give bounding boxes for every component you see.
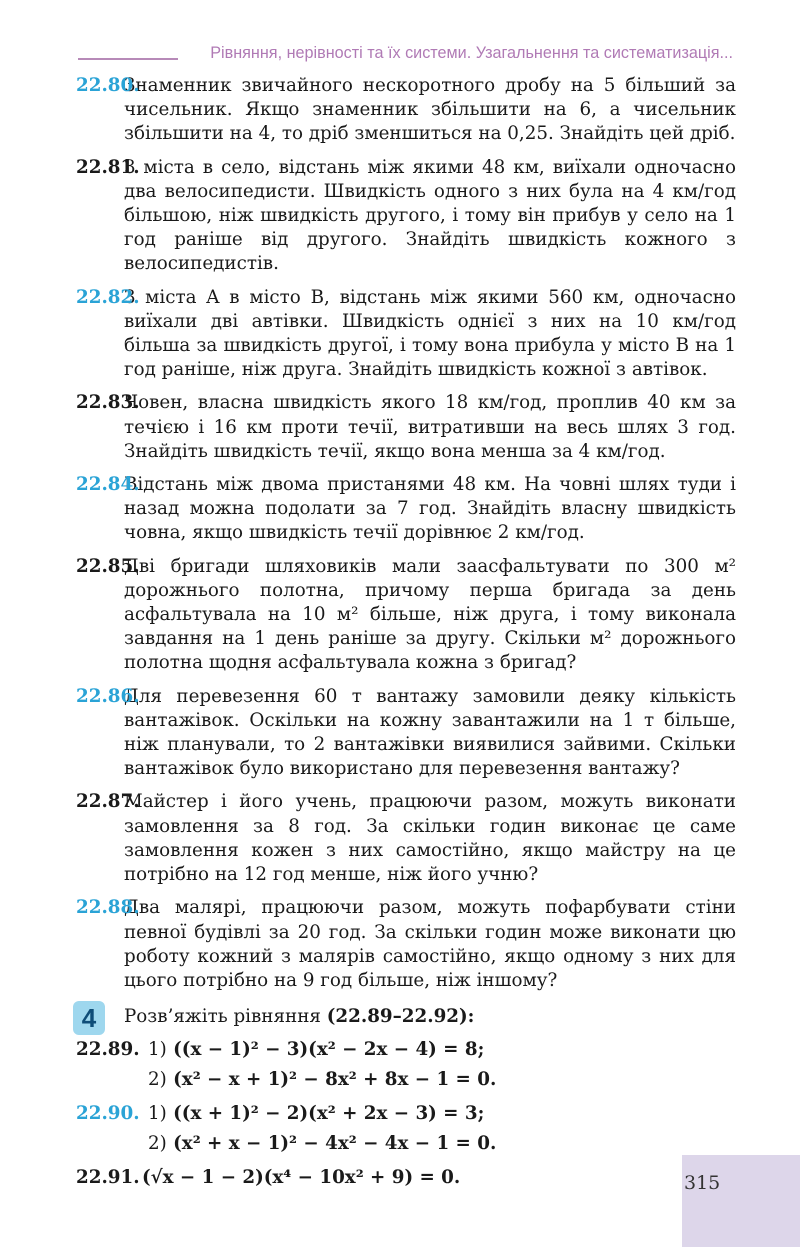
problem-number: 22.82. bbox=[76, 286, 140, 308]
problem-number: 22.81. bbox=[76, 156, 140, 178]
equation-line bbox=[76, 1065, 736, 1095]
equation-line bbox=[76, 1129, 736, 1159]
problem-item bbox=[76, 74, 736, 147]
difficulty-section bbox=[76, 1003, 736, 1034]
instruction-text: Розв’яжіть рівняння bbox=[124, 1006, 321, 1028]
equation-index: 1) bbox=[148, 1039, 167, 1061]
problem-text: Два малярі, працюючи разом, можуть пофарбувати стіни певної будівлі за 20 год. За скільки годин може виконати цю роботу кожний з малярів самостійно, якщо одному з них для цього потрібно на 9 год більше, ніж іншому? bbox=[124, 897, 736, 991]
problem-number: 22.88. bbox=[76, 897, 140, 919]
problem-number: 22.89. bbox=[76, 1039, 140, 1061]
equation-index: 2) bbox=[148, 1133, 167, 1155]
problem-text: Знаменник звичайного нескоротного дробу на 5 більший за чисельник. Якщо знаменник збільшити на 6, а чисельник збільшити на 4, то дріб зменшиться на 0,25. Знайдіть цей дріб. bbox=[124, 75, 736, 145]
problem-number: 22.90. bbox=[76, 1103, 140, 1125]
problem-item bbox=[76, 286, 736, 383]
equation-problem bbox=[76, 1163, 736, 1193]
problem-text: Майстер і його учень, працюючи разом, можуть виконати замовлення за 8 год. За скільки годин виконає це саме замовлення кожен з них самостійно, якщо майстру на це потрібно на 12 год менше, ніж його учню? bbox=[124, 791, 736, 886]
equation-expression: (x² − x + 1)² − 8x² + 8x − 1 = 0. bbox=[173, 1069, 497, 1091]
problem-number: 22.87. bbox=[76, 791, 140, 813]
problem-number: 22.80. bbox=[76, 75, 140, 96]
page-content bbox=[76, 74, 736, 1193]
problem-text: Дві бригади шляховиків мали заасфальтувати по 300 м² дорожнього полотна, причому перша бригада за день асфальтувала на 10 м² більше, ніж друга, і тому виконала завдання на 1 день раніше за другу. Скільки м² дорожнього полотна щодня асфальтувала кожна з бригад? bbox=[124, 555, 736, 674]
equation-line bbox=[76, 1099, 736, 1129]
equation-index: 2) bbox=[148, 1069, 167, 1091]
problem-text: Для перевезення 60 т вантажу замовили деяку кількість вантажівок. Оскільки на кожну завантажили на 1 т більше, ніж планували, то 2 вантажівки виявилися зайвими. Скільки вантажівок було використано для перевезення вантажу? bbox=[124, 685, 736, 780]
problem-item bbox=[76, 896, 736, 993]
problem-number: 22.91. bbox=[76, 1167, 140, 1189]
problem-text: Човен, власна швидкість якого 18 км/год, проплив 40 км за течією і 16 км проти течії, витративши на весь шлях 3 год. Знайдіть швидкість течії, якщо вона менша за 4 км/год. bbox=[124, 392, 736, 462]
equation-expression: (√x − 1 − 2)(x⁴ − 10x² + 9) = 0. bbox=[142, 1167, 461, 1189]
problem-number: 22.84. bbox=[76, 474, 140, 496]
problem-range: (22.89–22.92): bbox=[326, 1006, 475, 1028]
header-title: Рівняння, нерівності та їх системи. Узагальнення та систематизація... bbox=[210, 44, 733, 62]
header-rule bbox=[78, 58, 178, 60]
problem-item bbox=[76, 473, 736, 546]
equation-expression: ((x + 1)² − 2)(x² + 2x − 3) = 3; bbox=[173, 1103, 485, 1125]
problem-item bbox=[76, 685, 736, 782]
page-number: 315 bbox=[684, 1172, 721, 1194]
problem-item bbox=[76, 391, 736, 464]
difficulty-level-badge: 4 bbox=[73, 1001, 105, 1035]
problem-item bbox=[76, 790, 736, 887]
problem-item bbox=[76, 156, 736, 277]
equation-expression: (x² + x − 1)² − 4x² − 4x − 1 = 0. bbox=[173, 1133, 497, 1155]
equation-index: 1) bbox=[148, 1103, 167, 1125]
running-header bbox=[78, 44, 733, 66]
problem-number: 22.86. bbox=[76, 685, 140, 707]
problem-number: 22.83. bbox=[76, 392, 140, 414]
problem-text: З міста A в місто B, відстань між якими 560 км, одночасно виїхали дві автівки. Швидкість однієї з них на 10 км/год більша за швидкість другої, і тому вона прибула у місто B на 1 год раніше, ніж друга. Знайдіть швидкість кожної з автівок. bbox=[124, 286, 736, 381]
problem-text: Відстань між двома пристанями 48 км. На човні шлях туди і назад можна подолати за 7 год. Знайдіть власну швидкість човна, якщо швидкість течії дорівнює 2 км/год. bbox=[124, 474, 736, 544]
equation-expression: ((x − 1)² − 3)(x² − 2x − 4) = 8; bbox=[173, 1039, 485, 1061]
equation-line bbox=[76, 1035, 736, 1065]
problem-item bbox=[76, 555, 736, 676]
page-corner-tab bbox=[682, 1155, 800, 1247]
equation-problem bbox=[76, 1035, 736, 1095]
problem-number: 22.85. bbox=[76, 555, 140, 577]
section-instruction bbox=[124, 1005, 474, 1029]
equation-problem bbox=[76, 1099, 736, 1159]
problem-text: З міста в село, відстань між якими 48 км, виїхали одночасно два велосипедисти. Швидкість одного з них була на 4 км/год більшою, ніж швидкість другого, і тому він прибув у село на 1 год раніше від другого. Знайдіть швидкість кожного з велосипедистів. bbox=[124, 156, 736, 275]
